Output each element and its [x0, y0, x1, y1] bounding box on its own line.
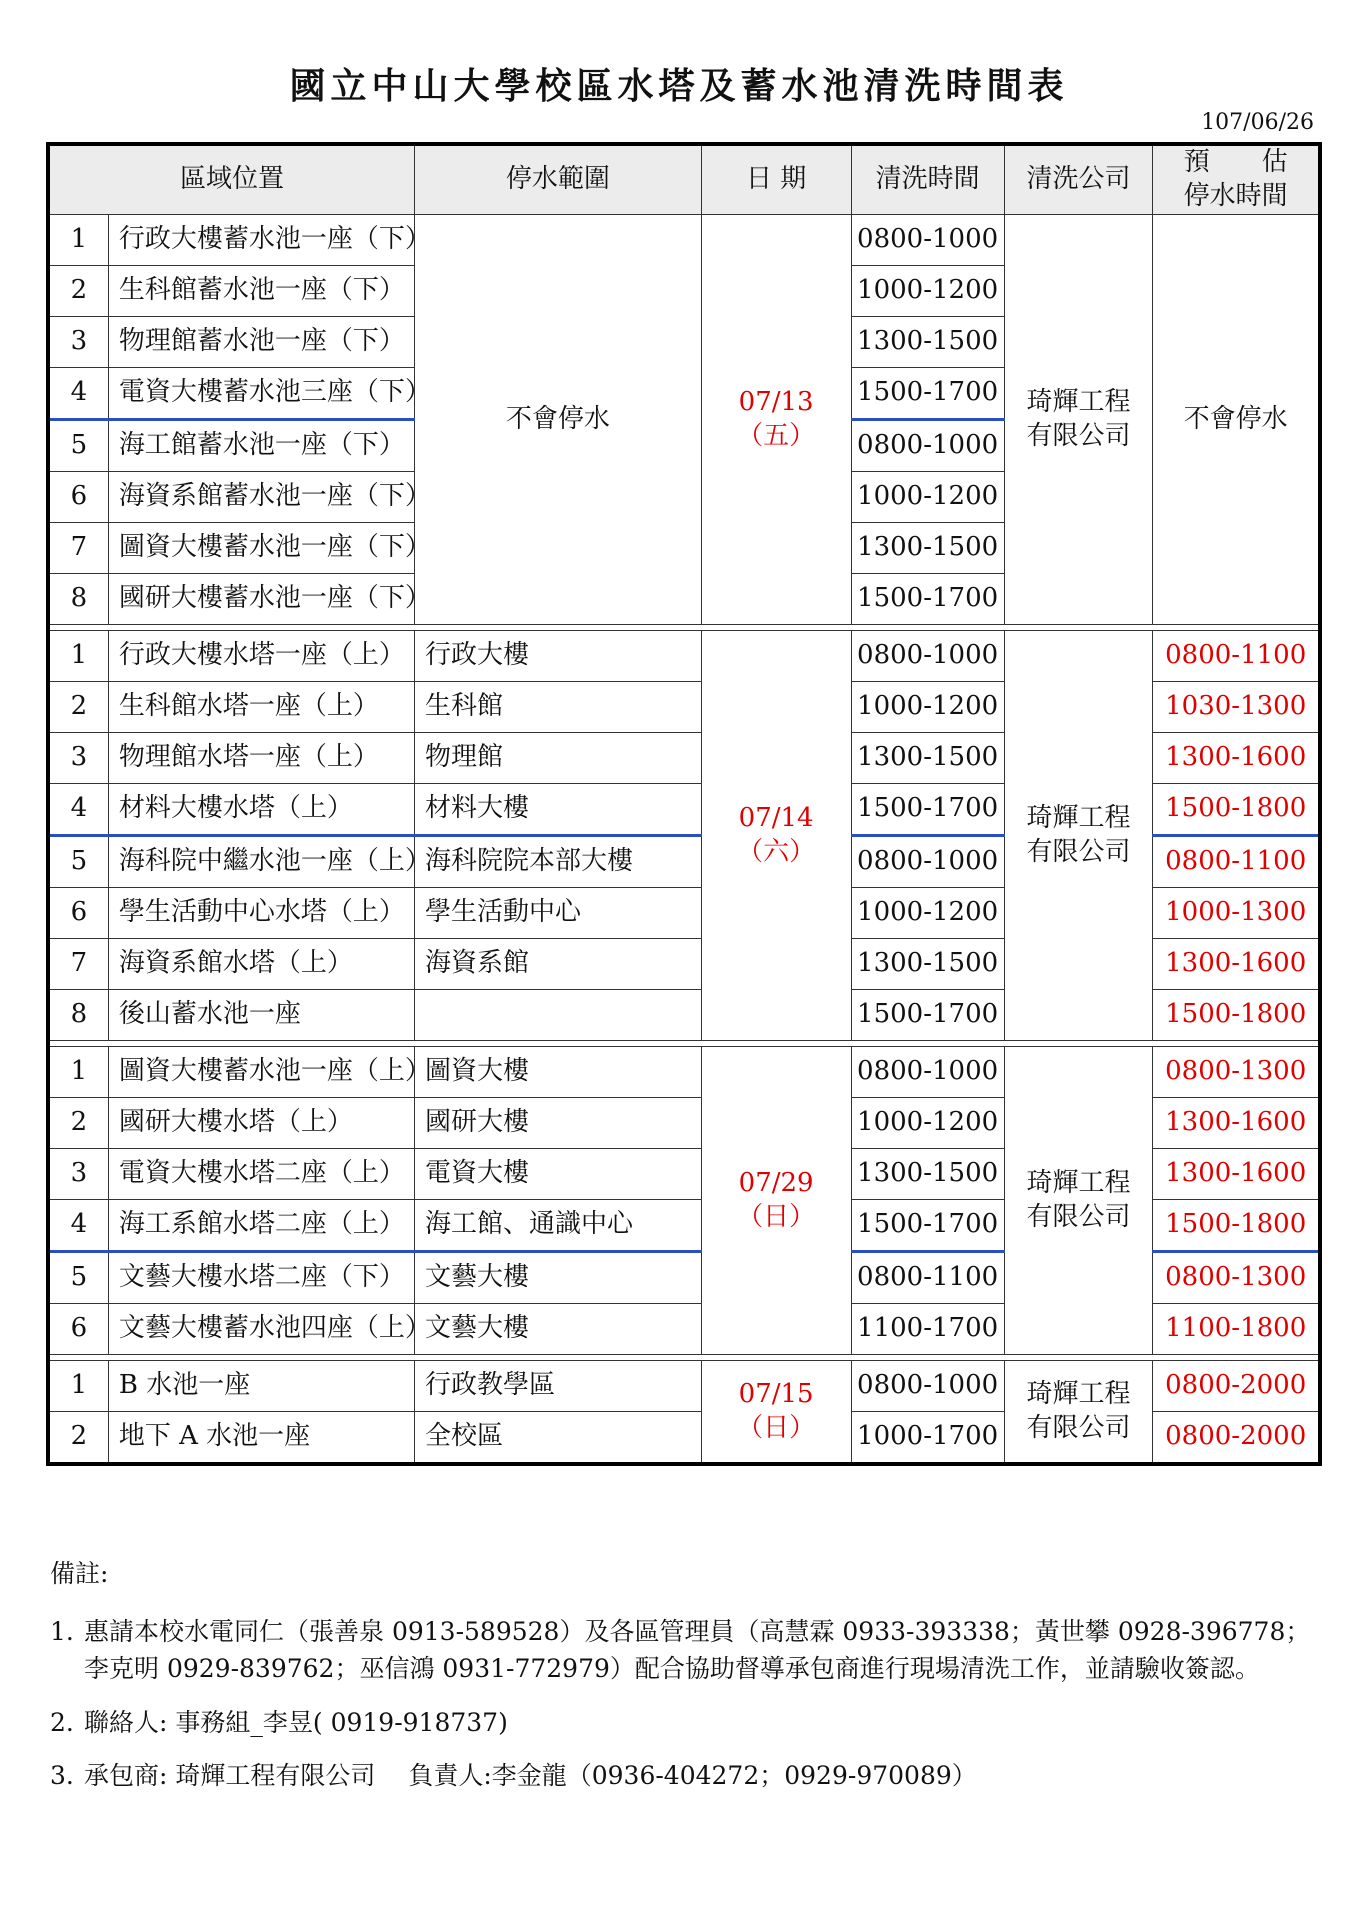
time-cell: 1500-1700 — [851, 784, 1004, 836]
note-number: 1. — [50, 1616, 74, 1646]
row-number: 2 — [48, 682, 108, 733]
date-line2: （日） — [737, 1201, 816, 1232]
date-cell — [701, 1047, 851, 1355]
outage-cell: 1500-1800 — [1153, 1200, 1320, 1252]
location-cell: 圖資大樓蓄水池一座（下） — [108, 523, 414, 574]
header-outage-line1: 預 估 — [1183, 147, 1288, 178]
company-line2: 有限公司 — [1026, 1201, 1131, 1232]
location-cell: 物理館水塔一座（上） — [108, 733, 414, 784]
location-cell: 海資系館蓄水池一座（下） — [108, 472, 414, 523]
date-line1: 07/13 — [738, 386, 814, 417]
time-cell: 1500-1700 — [851, 574, 1004, 625]
row-number: 1 — [48, 1361, 108, 1412]
time-cell: 0800-1000 — [851, 1047, 1004, 1098]
note-text: 聯絡人: 事務組_李昱( 0919-918737) — [84, 1707, 508, 1737]
range-cell: 海工館、通識中心 — [415, 1200, 702, 1252]
header-range: 停水範圍 — [415, 144, 702, 215]
row-number: 4 — [48, 784, 108, 836]
time-cell: 1000-1200 — [851, 1098, 1004, 1149]
row-number: 4 — [48, 368, 108, 420]
row-number: 2 — [48, 1412, 108, 1465]
time-cell: 1500-1700 — [851, 990, 1004, 1041]
location-cell: 行政大樓水塔一座（上） — [108, 631, 414, 682]
header-company: 清洗公司 — [1004, 144, 1153, 215]
note-number: 2. — [50, 1707, 74, 1737]
time-cell: 0800-1000 — [851, 215, 1004, 266]
location-cell: 圖資大樓蓄水池一座（上） — [108, 1047, 414, 1098]
row-number: 7 — [48, 939, 108, 990]
row-number: 2 — [48, 1098, 108, 1149]
outage-cell-merged: 不會停水 — [1153, 215, 1320, 625]
time-cell: 1300-1500 — [851, 317, 1004, 368]
time-cell: 0800-1000 — [851, 1361, 1004, 1412]
date-line2: （五） — [737, 420, 816, 451]
header-row — [48, 144, 1320, 215]
row-number: 8 — [48, 574, 108, 625]
document-date: 107/06/26 — [1201, 110, 1314, 135]
time-cell: 1000-1200 — [851, 266, 1004, 317]
range-cell: 海科院院本部大樓 — [415, 836, 702, 888]
outage-cell: 1500-1800 — [1153, 784, 1320, 836]
location-cell: 國研大樓蓄水池一座（下） — [108, 574, 414, 625]
date-line1: 07/29 — [738, 1167, 814, 1198]
table-row — [48, 1361, 1320, 1412]
date-cell — [701, 631, 851, 1041]
location-cell: 物理館蓄水池一座（下） — [108, 317, 414, 368]
location-cell: 電資大樓蓄水池三座（下） — [108, 368, 414, 420]
location-cell: 文藝大樓蓄水池四座（上） — [108, 1304, 414, 1355]
outage-cell: 0800-2000 — [1153, 1361, 1320, 1412]
company-line2: 有限公司 — [1026, 420, 1131, 451]
row-number: 1 — [48, 215, 108, 266]
range-cell: 行政教學區 — [415, 1361, 702, 1412]
outage-cell: 1030-1300 — [1153, 682, 1320, 733]
page-title: 國立中山大學校區水塔及蓄水池清洗時間表 — [289, 66, 1069, 107]
row-number: 1 — [48, 1047, 108, 1098]
time-cell: 1500-1700 — [851, 368, 1004, 420]
date-line2: （六） — [737, 836, 816, 867]
range-cell: 海資系館 — [415, 939, 702, 990]
date-line1: 07/15 — [738, 1378, 814, 1409]
company-line1: 琦輝工程 — [1026, 802, 1131, 833]
schedule-body — [48, 215, 1320, 1465]
date-line1: 07/14 — [738, 802, 814, 833]
time-cell: 1000-1200 — [851, 472, 1004, 523]
time-cell: 0800-1000 — [851, 631, 1004, 682]
row-number: 6 — [48, 472, 108, 523]
note-number: 3. — [50, 1761, 74, 1790]
time-cell: 1300-1500 — [851, 1149, 1004, 1200]
time-cell: 1300-1500 — [851, 523, 1004, 574]
header-location: 區域位置 — [48, 144, 415, 215]
time-cell: 1300-1500 — [851, 733, 1004, 784]
outage-cell: 0800-1100 — [1153, 631, 1320, 682]
time-cell: 1000-1200 — [851, 888, 1004, 939]
outage-cell: 1500-1800 — [1153, 990, 1320, 1041]
note-item — [50, 1704, 1320, 1742]
table-row — [48, 631, 1320, 682]
row-number: 5 — [48, 420, 108, 472]
company-line1: 琦輝工程 — [1026, 1378, 1131, 1409]
outage-cell: 1300-1600 — [1153, 733, 1320, 784]
note-item — [50, 1613, 1320, 1688]
company-line2: 有限公司 — [1026, 836, 1131, 867]
row-number: 8 — [48, 990, 108, 1041]
time-cell: 0800-1100 — [851, 1252, 1004, 1304]
time-cell: 1500-1700 — [851, 1200, 1004, 1252]
location-cell: 行政大樓蓄水池一座（下） — [108, 215, 414, 266]
location-cell: 文藝大樓水塔二座（下） — [108, 1252, 414, 1304]
note-text: 惠請本校水電同仁（張善泉 0913-589528）及各區管理員（高慧霖 0933-393338；黃世攀 0928-396778；李克明 0929-839762；巫信鴻 0931-772979）配合協助督導承包商進行現場清洗工作，並請驗收簽認。 — [84, 1616, 1311, 1683]
time-cell: 1000-1700 — [851, 1412, 1004, 1465]
table-row — [48, 215, 1320, 266]
outage-cell: 1300-1600 — [1153, 939, 1320, 990]
location-cell: 材料大樓水塔（上） — [108, 784, 414, 836]
date-cell — [701, 215, 851, 625]
note-text: 承包商: 琦輝工程有限公司 負責人:李金龍（0936-404272；0929-970089） — [84, 1761, 977, 1790]
date-line2: （日） — [737, 1412, 816, 1443]
row-number: 7 — [48, 523, 108, 574]
time-cell: 0800-1000 — [851, 420, 1004, 472]
table-row — [48, 1047, 1320, 1098]
note-item — [50, 1757, 1320, 1795]
location-cell: 後山蓄水池一座 — [108, 990, 414, 1041]
row-number: 3 — [48, 1149, 108, 1200]
time-cell: 1000-1200 — [851, 682, 1004, 733]
header-outage — [1153, 144, 1320, 215]
range-cell-merged: 不會停水 — [415, 215, 702, 625]
company-line2: 有限公司 — [1026, 1412, 1131, 1443]
header-date: 日 期 — [701, 144, 851, 215]
range-cell: 生科館 — [415, 682, 702, 733]
location-cell: 地下 A 水池一座 — [108, 1412, 414, 1465]
range-cell: 物理館 — [415, 733, 702, 784]
range-cell: 電資大樓 — [415, 1149, 702, 1200]
company-line1: 琦輝工程 — [1026, 1167, 1131, 1198]
company-cell — [1004, 1047, 1153, 1355]
row-number: 5 — [48, 836, 108, 888]
range-cell: 國研大樓 — [415, 1098, 702, 1149]
outage-cell: 0800-2000 — [1153, 1412, 1320, 1465]
range-cell: 文藝大樓 — [415, 1304, 702, 1355]
row-number: 6 — [48, 1304, 108, 1355]
date-cell — [701, 1361, 851, 1465]
location-cell: B 水池一座 — [108, 1361, 414, 1412]
schedule-table — [46, 142, 1322, 1466]
location-cell: 生科館蓄水池一座（下） — [108, 266, 414, 317]
outage-cell: 1000-1300 — [1153, 888, 1320, 939]
range-cell — [415, 990, 702, 1041]
row-number: 3 — [48, 317, 108, 368]
range-cell: 行政大樓 — [415, 631, 702, 682]
notes-section — [50, 1555, 1320, 1811]
range-cell: 學生活動中心 — [415, 888, 702, 939]
row-number: 2 — [48, 266, 108, 317]
row-number: 6 — [48, 888, 108, 939]
location-cell: 海科院中繼水池一座（上） — [108, 836, 414, 888]
outage-cell: 0800-1300 — [1153, 1252, 1320, 1304]
company-cell — [1004, 631, 1153, 1041]
row-number: 3 — [48, 733, 108, 784]
row-number: 5 — [48, 1252, 108, 1304]
time-cell: 0800-1000 — [851, 836, 1004, 888]
row-number: 1 — [48, 631, 108, 682]
range-cell: 圖資大樓 — [415, 1047, 702, 1098]
outage-cell: 1100-1800 — [1153, 1304, 1320, 1355]
location-cell: 海工系館水塔二座（上） — [108, 1200, 414, 1252]
range-cell: 全校區 — [415, 1412, 702, 1465]
location-cell: 海工館蓄水池一座（下） — [108, 420, 414, 472]
location-cell: 海資系館水塔（上） — [108, 939, 414, 990]
company-line1: 琦輝工程 — [1026, 386, 1131, 417]
location-cell: 學生活動中心水塔（上） — [108, 888, 414, 939]
outage-cell: 0800-1100 — [1153, 836, 1320, 888]
notes-heading: 備註: — [50, 1559, 109, 1588]
row-number: 4 — [48, 1200, 108, 1252]
time-cell: 1300-1500 — [851, 939, 1004, 990]
location-cell: 生科館水塔一座（上） — [108, 682, 414, 733]
outage-cell: 0800-1300 — [1153, 1047, 1320, 1098]
outage-cell: 1300-1600 — [1153, 1149, 1320, 1200]
company-cell — [1004, 1361, 1153, 1465]
header-time: 清洗時間 — [851, 144, 1004, 215]
range-cell: 材料大樓 — [415, 784, 702, 836]
time-cell: 1100-1700 — [851, 1304, 1004, 1355]
header-outage-line2: 停水時間 — [1183, 181, 1288, 211]
location-cell: 電資大樓水塔二座（上） — [108, 1149, 414, 1200]
outage-cell: 1300-1600 — [1153, 1098, 1320, 1149]
company-cell — [1004, 215, 1153, 625]
range-cell: 文藝大樓 — [415, 1252, 702, 1304]
location-cell: 國研大樓水塔（上） — [108, 1098, 414, 1149]
